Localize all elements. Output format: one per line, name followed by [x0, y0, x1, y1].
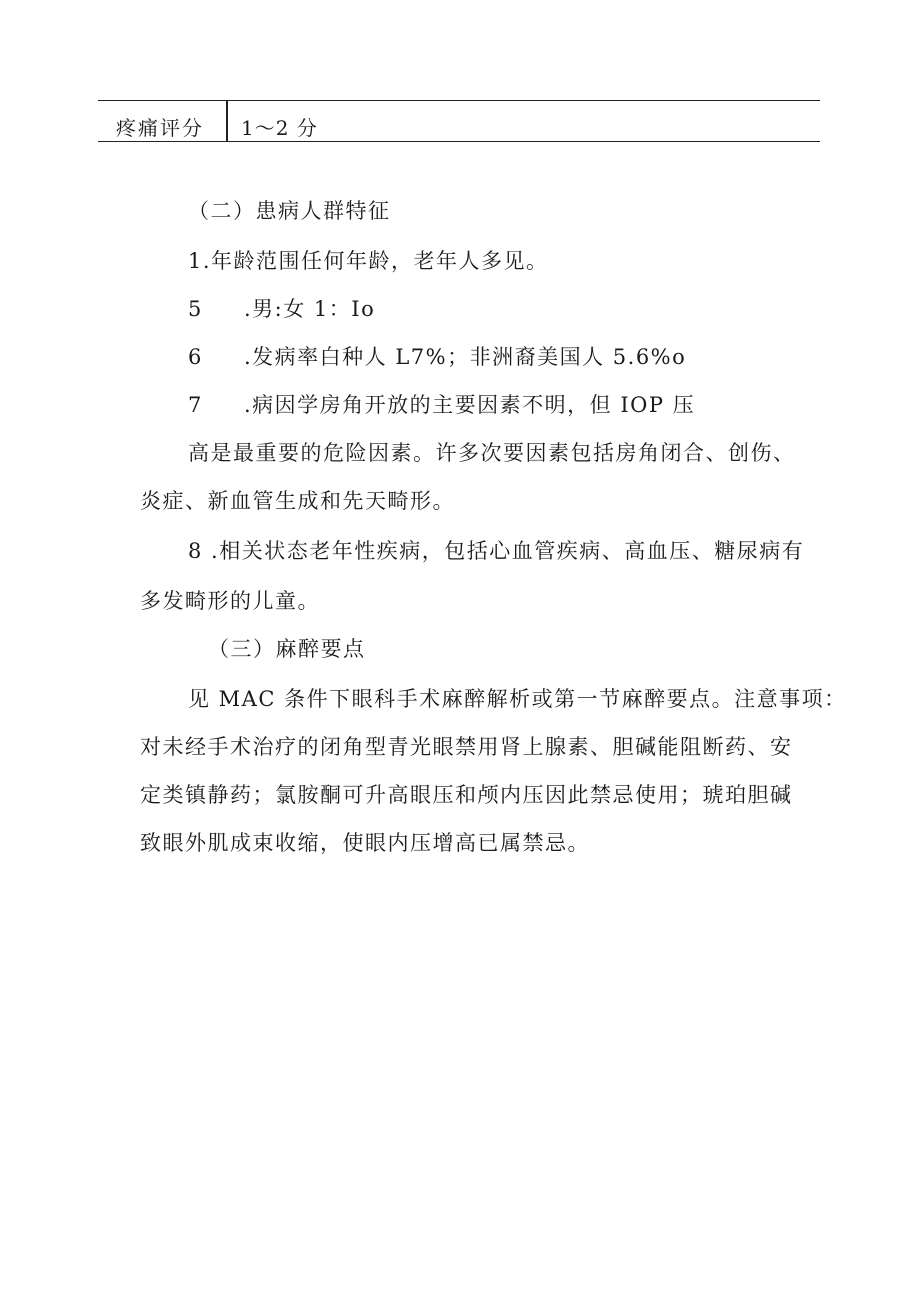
list-item-age: 1.年龄范围任何年龄，老年人多见。	[188, 249, 549, 273]
paragraph-line: 多发畸形的儿童。	[140, 589, 320, 613]
section-heading-population: （二）患病人群特征	[188, 199, 391, 223]
paragraph-line: 高是最重要的危险因素。许多次要因素包括房角闭合、创伤、	[188, 441, 796, 465]
paragraph-line: 致眼外肌成束收缩，使眼内压增高已属禁忌。	[140, 831, 590, 855]
list-item-incidence	[188, 342, 686, 372]
paragraph-line: 炎症、新血管生成和先天畸形。	[140, 489, 455, 513]
list-item-number: 7	[188, 393, 203, 417]
pain-score-value: 1～2 分	[241, 116, 318, 140]
pain-score-label: 疼痛评分	[116, 116, 204, 140]
list-item-text: .男:女 1：Io	[244, 297, 376, 321]
paragraph-line: 见 MAC 条件下眼科手术麻醉解析或第一节麻醉要点。注意事项：	[188, 687, 847, 711]
list-item-text: .发病率白种人 L7%；非洲裔美国人 5.6%o	[244, 345, 687, 369]
pain-score-table	[98, 100, 820, 142]
paragraph-line: 定类镇静药；氯胺酮可升高眼压和颅内压因此禁忌使用；琥珀胆碱	[140, 783, 793, 807]
list-item-number: 6	[188, 345, 203, 369]
list-item-etiology	[188, 390, 695, 420]
list-item-text: .病因学房角开放的主要因素不明，但 IOP 压	[244, 393, 696, 417]
list-item-number: 5	[188, 297, 203, 321]
table-column-divider	[226, 101, 228, 141]
list-item-related-conditions: 8 .相关状态老年性疾病，包括心血管疾病、高血压、糖尿病有	[188, 539, 805, 563]
paragraph-line: 对未经手术治疗的闭角型青光眼禁用肾上腺素、胆碱能阻断药、安	[140, 735, 793, 759]
list-item-sex-ratio	[188, 294, 375, 324]
section-heading-anesthesia: （三）麻醉要点	[208, 637, 366, 661]
